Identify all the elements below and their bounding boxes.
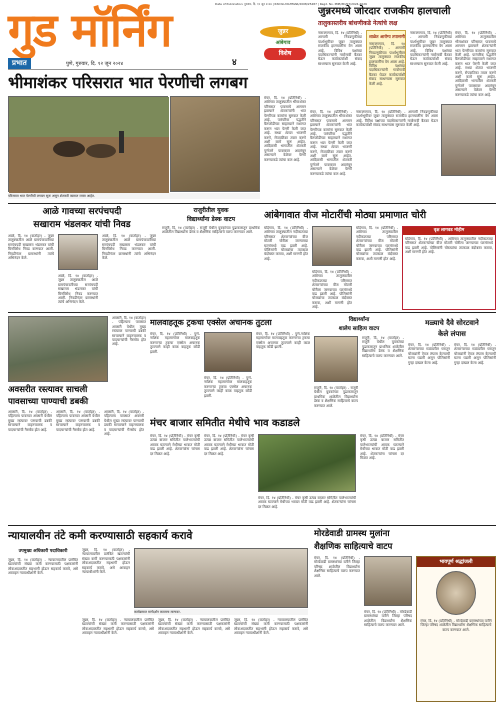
story-court-headline: न्यायालयीन तंटे कमी करण्यासाठी सहकार्य करावे bbox=[8, 530, 193, 542]
story-motor-body-2: घोडेगाव, दि. १४ (प्रतिनिधी) - आंबेगाव तालुक्यातील नदीकाठच्या परिसरात शेतकऱ्यांच्या वीज मोटारी चोरीला जाण्याच्या घटनांमध्ये वाढ झाली आहे. पोलिसांनी चोरट्यांचा तात्काळ बंदोबस्त करावा, अशी मागणी होत आहे. bbox=[312, 270, 352, 310]
divider bbox=[8, 203, 496, 204]
publication-line: Date of Publication: गुरुवार, दि. १२ जून २०२४ | RNI No.MAHMAR/2008/25487 | Regd. No. PNE/ZD/07/2024-2026 bbox=[215, 2, 367, 6]
field-scene bbox=[9, 97, 169, 193]
market-photo bbox=[258, 434, 356, 492]
court-photo bbox=[134, 548, 308, 608]
masthead bbox=[8, 4, 186, 58]
court-caption: कार्यक्रमात मार्गदर्शन करताना मान्यवर. bbox=[134, 609, 308, 615]
story-court-body-4: जुन्नर, दि. १४ (वार्ताहर) - न्यायालयातील प्रलंबित खटल्यांची संख्या कमी करण्यासाठी पक्षकारांनी लोकअदालतीत सहभागी होऊन सहकार्य करावे, असे आवाहन न्यायाधीशांनी केले. bbox=[158, 618, 230, 636]
story-market-headline: मंचर बाजार समितीत मेथीचे भाव कडाडले bbox=[150, 418, 300, 429]
tribute-title: भावपूर्ण श्रद्धांजली bbox=[417, 557, 495, 567]
sidebar-box bbox=[366, 30, 406, 106]
lead-photo-2 bbox=[170, 96, 260, 192]
story-market-body-4: मंचर, दि. १४ (प्रतिनिधी) - मंचर कृषी उत्पन्न बाजार समितीत पालेभाज्यांची आवक घटल्याने मेथीच्या भावात मोठी वाढ झाली आहे. शेतकऱ्यांना चांगला दर मिळत आहे. bbox=[360, 434, 404, 461]
road-photo bbox=[8, 316, 108, 382]
story-desk-body: राजुरी, दि. १४ (वार्ताहर) - राजुरी येथील युवकांच्या पुढाकारातून प्राथमिक शाळेतील विद्यार्थ्यांना डेस्क व शैक्षणिक साहित्याचे वाटप करण्यात आले. bbox=[162, 226, 260, 235]
divider bbox=[8, 312, 496, 313]
story-road-body-4: अवसरी, दि. १४ (वार्ताहर) - पहिल्याच पावसात अवसरी येथील मुख्य रस्त्यावर पाण्याची डबकी साचल्याने वाहनचालक व पादचाऱ्यांची गैरसोय होत आहे. bbox=[112, 316, 146, 347]
story-court-subhead: उपमुख्य अधिकारी पदाधिकारी bbox=[18, 549, 68, 554]
story-theft-headline-1: मळ्याचे दैवे सोरटवाने bbox=[425, 319, 479, 327]
lead-body-2: मंचर, दि. १४ (प्रतिनिधी) - आंबेगाव तालुक्यातील भीमाशंकर परिसरात पावसाचे आगमन झाल्याने शेतकऱ्यांनी भात पेरणीच्या कामांना सुरुवात केली आहे. पारंपरिक पद्धतीने बैलजोडीच्या साहाय्याने मशागत करून भात पेरणी केली जात आहे. सध्या शेतात भाजणी करणे, रोपवाटिका तयार करणे अशी कामे सुरू आहेत. आदिवासी भागातील शेतकरी पूर्णपणे पावसावर अवलंबून असल्याने वेळेवर पेरणी करण्याकडे त्यांचा कल आहे. bbox=[310, 110, 352, 176]
divider bbox=[8, 525, 496, 526]
story-truck-body-1: मंचर, दि. १४ (प्रतिनिधी) - पुणे-नाशिक महामार्गावर मालवाहतूक करणाऱ्या ट्रकचा एक्सेल अचानक तुटल्याने काही काळ वाहतूक कोंडी झाली. bbox=[150, 332, 200, 354]
motor-photo bbox=[312, 226, 352, 266]
truck-photo bbox=[204, 332, 252, 372]
story-truck-body-3: मंचर, दि. १४ (प्रतिनिधी) - पुणे-नाशिक महामार्गावर मालवाहतूक करणाऱ्या ट्रकचा एक्सेल अचानक तुटल्याने काही काळ वाहतूक कोंडी झाली. bbox=[204, 376, 252, 398]
story-politics-body-3: मंचर, दि. १४ (प्रतिनिधी) - आंबेगाव तालुक्यातील भीमाशंकर परिसरात पावसाचे आगमन झाल्याने शेतकऱ्यांनी भात पेरणीच्या कामांना सुरुवात केली आहे. पारंपरिक पद्धतीने बैलजोडीच्या साहाय्याने मशागत करून भात पेरणी केली जात आहे. सध्या शेतात भाजणी करणे, रोपवाटिका तयार करणे अशी कामे सुरू आहेत. आदिवासी भागातील शेतकरी पूर्णपणे पावसावर अवलंबून असल्याने वेळेवर पेरणी करण्याकडे त्यांचा कल आहे. bbox=[455, 31, 496, 97]
badge-junnar: जुन्नर bbox=[260, 26, 306, 38]
story-motor-headline: आंबेगावात वीज मोटारींची मोठ्या प्रमाणात चोरी bbox=[264, 210, 427, 221]
story-court-body-1: जुन्नर, दि. १४ (वार्ताहर) - न्यायालयातील प्रलंबित खटल्यांची संख्या कमी करण्यासाठी पक्षकारांनी लोकअदालतीत सहभागी होऊन सहकार्य करावे, असे आवाहन न्यायाधीशांनी केले. bbox=[8, 558, 78, 576]
page-number: ४ bbox=[232, 58, 237, 68]
lead-body-1: मंचर, दि. १४ (प्रतिनिधी) - आंबेगाव तालुक्यातील भीमाशंकर परिसरात पावसाचे आगमन झाल्याने शेतकऱ्यांनी भात पेरणीच्या कामांना सुरुवात केली आहे. पारंपरिक पद्धतीने बैलजोडीच्या साहाय्याने मशागत करून भात पेरणी केली जात आहे. सध्या शेतात भाजणी करणे, रोपवाटिका तयार करणे अशी कामे सुरू आहेत. आदिवासी भागातील शेतकरी पूर्णपणे पावसावर अवलंबून असल्याने वेळेवर पेरणी करण्याकडे त्यांचा कल आहे. bbox=[264, 96, 306, 162]
story-court-body-3: जुन्नर, दि. १४ (वार्ताहर) - न्यायालयातील प्रलंबित खटल्यांची संख्या कमी करण्यासाठी पक्षकारांनी लोकअदालतीत सहभागी होऊन सहकार्य करावे, असे आवाहन न्यायाधीशांनी केले. bbox=[82, 618, 154, 636]
publisher-logo: प्रभात bbox=[8, 58, 31, 69]
story-road-body-2: अवसरी, दि. १४ (वार्ताहर) - पहिल्याच पावसात अवसरी येथील मुख्य रस्त्यावर पाण्याची डबकी साचल्याने वाहनचालक व पादचाऱ्यांची गैरसोय होत आहे. bbox=[56, 410, 100, 432]
story-sarpanch-body-3: आळे, दि. १४ (वार्ताहर) - जुन्नर तालुक्यातील आळे ग्रामपंचायतीच्या सरपंचपदी सखाराम भंडलकर यांची बिनविरोध निवड करण्यात आली. निवडीनंतर ग्रामस्थांनी त्यांचे अभिनंदन केले. bbox=[58, 274, 98, 305]
sidebar-body: नारायणगाव, दि. १४ (प्रतिनिधी) - आगामी निवडणुकीच्या पार्श्वभूमीवर जुन्नर तालुक्यात राजकीय हालचालींना वेग आला आहे. विविध पक्षांच्या पदाधिकाऱ्यांनी गावोगावी बैठका घेऊन कार्यकर्त्यांशी संवाद साधण्यास सुरुवात केली आहे. bbox=[369, 42, 405, 86]
story-market-body-2: मंचर, दि. १४ (प्रतिनिधी) - मंचर कृषी उत्पन्न बाजार समितीत पालेभाज्यांची आवक घटल्याने मेथीच्या भावात मोठी वाढ झाली आहे. शेतकऱ्यांना चांगला दर मिळत आहे. bbox=[204, 434, 254, 456]
lead-photo bbox=[8, 96, 168, 192]
story-desk-headline-1: राजुरीतील युवक bbox=[193, 207, 229, 214]
story-theft-headline-2: केले लंपास bbox=[438, 330, 466, 338]
story-school-body-1: राजुरी, दि. १४ (वार्ताहर) - राजुरी येथील युवकांच्या पुढाकारातून प्राथमिक शाळेतील विद्यार्थ्यांना डेस्क व शैक्षणिक साहित्याचे वाटप करण्यात आले. bbox=[362, 336, 404, 358]
story-theft-body-1: मंचर, दि. १४ (प्रतिनिधी) - शेतकऱ्याच्या मळ्यातील घरातून चोरट्यांनी ऐवज लंपास केल्याची घटना घडली असून पोलिसांनी गुन्हा दाखल केला आहे. bbox=[408, 343, 450, 365]
story-sarpanch-headline-1: आळे गावच्या सरपंचपदी bbox=[42, 207, 122, 217]
story-desk-headline-2: विद्यार्थ्यांना डेस्क वाटप bbox=[186, 216, 236, 223]
story-court-body-5: जुन्नर, दि. १४ (वार्ताहर) - न्यायालयातील प्रलंबित खटल्यांची संख्या कमी करण्यासाठी पक्षकारांनी लोकअदालतीत सहभागी होऊन सहकार्य करावे, असे आवाहन न्यायाधीशांनी केले. bbox=[234, 618, 308, 636]
story-politics-body-2: नारायणगाव, दि. १४ (प्रतिनिधी) - आगामी निवडणुकीच्या पार्श्वभूमीवर जुन्नर तालुक्यात राजकीय हालचालींना वेग आला आहे. विविध पक्षांच्या पदाधिकाऱ्यांनी गावोगावी बैठका घेऊन कार्यकर्त्यांशी संवाद साधण्यास सुरुवात केली आहे. bbox=[410, 31, 452, 66]
sidebar-title: शाळेत आरोग्य तपासणी bbox=[369, 34, 405, 39]
story-sarpanch-body-1: आळे, दि. १४ (वार्ताहर) - जुन्नर तालुक्यातील आळे ग्रामपंचायतीच्या सरपंचपदी सखाराम भंडलकर यांची बिनविरोध निवड करण्यात आली. निवडीनंतर ग्रामस्थांनी त्यांचे अभिनंदन केले. bbox=[8, 234, 54, 261]
story-truck-body-2: मंचर, दि. १४ (प्रतिनिधी) - पुणे-नाशिक महामार्गावर मालवाहतूक करणाऱ्या ट्रकचा एक्सेल अचानक तुटल्याने काही काळ वाहतूक कोंडी झाली. bbox=[256, 332, 310, 350]
tree-box-title: वृक्ष लागवड मोहीम bbox=[403, 227, 495, 235]
story-sarpanch-headline-2: सखाराम भंडलकर यांची निवड bbox=[33, 220, 131, 230]
lead-headline: भीमाशंकर परिसरात भात पेरणीची लगबग bbox=[8, 73, 248, 92]
story-moredewadi-headline-2: शैक्षणिक साहित्याचे वाटप bbox=[314, 542, 393, 552]
story-moredewadi-body-1: मंचर, दि. १४ (प्रतिनिधी) - मोरडेवाडी ग्रामस्थांच्या वतीने जिल्हा परिषद शाळेतील विद्यार्थ्यांना शैक्षणिक साहित्याचे वाटप करण्यात आले. bbox=[314, 556, 360, 578]
story-motor-body-3: घोडेगाव, दि. १४ (प्रतिनिधी) - आंबेगाव तालुक्यातील नदीकाठच्या परिसरात शेतकऱ्यांच्या वीज मोटारी चोरीला जाण्याच्या घटनांमध्ये वाढ झाली आहे. पोलिसांनी चोरट्यांचा तात्काळ बंदोबस्त करावा, अशी मागणी होत आहे. bbox=[356, 226, 398, 261]
story-moredewadi-headline-1: मोरडेवाडी ग्रामस्थ मुलांना bbox=[314, 529, 390, 539]
tribute-portrait bbox=[436, 571, 476, 615]
story-road-headline-2: पावसाच्या पाण्याची डबकी bbox=[8, 397, 89, 407]
tree-box bbox=[402, 226, 496, 310]
lead-body-3: नारायणगाव, दि. १४ (प्रतिनिधी) - आगामी निवडणुकीच्या पार्श्वभूमीवर जुन्नर तालुक्यात राजकीय हालचालींना वेग आला आहे. विविध पक्षांच्या पदाधिकाऱ्यांनी गावोगावी बैठका घेऊन कार्यकर्त्यांशी संवाद साधण्यास सुरुवात केली आहे. bbox=[356, 110, 438, 128]
badge-ambegaon: आंबेगाव bbox=[275, 40, 291, 46]
masthead-title: गुड मॉर्निंग bbox=[8, 3, 172, 57]
story-politics-subhead: तालुकास्तरीय बांधणीकडे नेत्यांचे लक्ष bbox=[318, 20, 398, 27]
story-politics-body-1: नारायणगाव, दि. १४ (प्रतिनिधी) - आगामी निवडणुकीच्या पार्श्वभूमीवर जुन्नर तालुक्यात राजकीय हालचालींना वेग आला आहे. विविध पक्षांच्या पदाधिकाऱ्यांनी गावोगावी बैठका घेऊन कार्यकर्त्यांशी संवाद साधण्यास सुरुवात केली आहे. bbox=[318, 31, 362, 66]
story-motor-body-1: घोडेगाव, दि. १४ (प्रतिनिधी) - आंबेगाव तालुक्यातील नदीकाठच्या परिसरात शेतकऱ्यांच्या वीज मोटारी चोरीला जाण्याच्या घटनांमध्ये वाढ झाली आहे. पोलिसांनी चोरट्यांचा तात्काळ बंदोबस्त करावा, अशी मागणी होत आहे. bbox=[264, 226, 308, 261]
story-truck-headline: मालवाहतूक ट्रकचा एक्सेल अचानक तुटला bbox=[150, 318, 272, 327]
story-road-body-1: अवसरी, दि. १४ (वार्ताहर) - पहिल्याच पावसात अवसरी येथील मुख्य रस्त्यावर पाण्याची डबकी साचल्याने वाहनचालक व पादचाऱ्यांची गैरसोय होत आहे. bbox=[8, 410, 52, 432]
story-moredewadi-body-2: मंचर, दि. १४ (प्रतिनिधी) - मोरडेवाडी ग्रामस्थांच्या वतीने जिल्हा परिषद शाळेतील विद्यार्थ्यांना शैक्षणिक साहित्याचे वाटप करण्यात आले. bbox=[364, 610, 412, 628]
story-road-body-3: अवसरी, दि. १४ (वार्ताहर) - पहिल्याच पावसात अवसरी येथील मुख्य रस्त्यावर पाण्याची डबकी साचल्याने वाहनचालक व पादचाऱ्यांची गैरसोय होत आहे. bbox=[104, 410, 144, 437]
story-market-body-1: मंचर, दि. १४ (प्रतिनिधी) - मंचर कृषी उत्पन्न बाजार समितीत पालेभाज्यांची आवक घटल्याने मेथीच्या भावात मोठी वाढ झाली आहे. शेतकऱ्यांना चांगला दर मिळत आहे. bbox=[150, 434, 200, 456]
badge-vishesh: विशेष bbox=[264, 48, 306, 60]
portrait-photo bbox=[441, 104, 496, 176]
lead-caption: परिसरात भात पेरणीची लगबग सुरू असून शेतकरी कामात व्यस्त आहेत. bbox=[8, 193, 260, 199]
masthead-strip bbox=[8, 58, 248, 70]
story-court-body-2: जुन्नर, दि. १४ (वार्ताहर) - न्यायालयातील प्रलंबित खटल्यांची संख्या कमी करण्यासाठी पक्षकारांनी लोकअदालतीत सहभागी होऊन सहकार्य करावे, असे आवाहन न्यायाधीशांनी केले. bbox=[82, 548, 130, 575]
story-road-headline-1: अवसरीत रस्त्यावर साचली bbox=[8, 385, 88, 395]
tribute-body: मंचर, दि. १४ (प्रतिनिधी) - मोरडेवाडी ग्रामस्थांच्या वतीने जिल्हा परिषद शाळेतील विद्यार्थ्यांना शैक्षणिक साहित्याचे वाटप करण्यात आले. bbox=[420, 619, 492, 632]
moredewadi-photo bbox=[364, 556, 412, 606]
sarpanch-photo bbox=[58, 234, 98, 270]
story-school-headline-1: विद्यार्थ्यांना bbox=[348, 317, 370, 323]
story-politics-headline: जुन्नरमध्ये जोरदार राजकीय हालचाली bbox=[318, 6, 451, 17]
tree-box-body: घोडेगाव, दि. १४ (प्रतिनिधी) - आंबेगाव तालुक्यातील नदीकाठच्या परिसरात शेतकऱ्यांच्या वीज मोटारी चोरीला जाण्याच्या घटनांमध्ये वाढ झाली आहे. पोलिसांनी चोरट्यांचा तात्काळ बंदोबस्त करावा, अशी मागणी होत आहे. bbox=[405, 237, 493, 255]
dateline: पुणे, गुरुवार, दि. १२ जून २०२४ bbox=[66, 61, 124, 67]
story-theft-body-2: मंचर, दि. १४ (प्रतिनिधी) - शेतकऱ्याच्या मळ्यातील घरातून चोरट्यांनी ऐवज लंपास केल्याची घटना घडली असून पोलिसांनी गुन्हा दाखल केला आहे. bbox=[454, 343, 496, 365]
story-market-body-3: मंचर, दि. १४ (प्रतिनिधी) - मंचर कृषी उत्पन्न बाजार समितीत पालेभाज्यांची आवक घटल्याने मेथीच्या भावात मोठी वाढ झाली आहे. शेतकऱ्यांना चांगला दर मिळत आहे. bbox=[258, 496, 356, 509]
story-sarpanch-body-2: आळे, दि. १४ (वार्ताहर) - जुन्नर तालुक्यातील आळे ग्रामपंचायतीच्या सरपंचपदी सखाराम भंडलकर यांची बिनविरोध निवड करण्यात आली. निवडीनंतर ग्रामस्थांनी त्यांचे अभिनंदन केले. bbox=[102, 234, 156, 261]
school-photo bbox=[314, 336, 358, 382]
regional-badge bbox=[260, 26, 310, 62]
story-school-body-2: राजुरी, दि. १४ (वार्ताहर) - राजुरी येथील युवकांच्या पुढाकारातून प्राथमिक शाळेतील विद्यार्थ्यांना डेस्क व शैक्षणिक साहित्याचे वाटप करण्यात आले. bbox=[314, 386, 358, 408]
tribute-ad bbox=[416, 556, 496, 702]
story-school-headline-2: शालेय साहित्य वाटप bbox=[338, 326, 380, 332]
